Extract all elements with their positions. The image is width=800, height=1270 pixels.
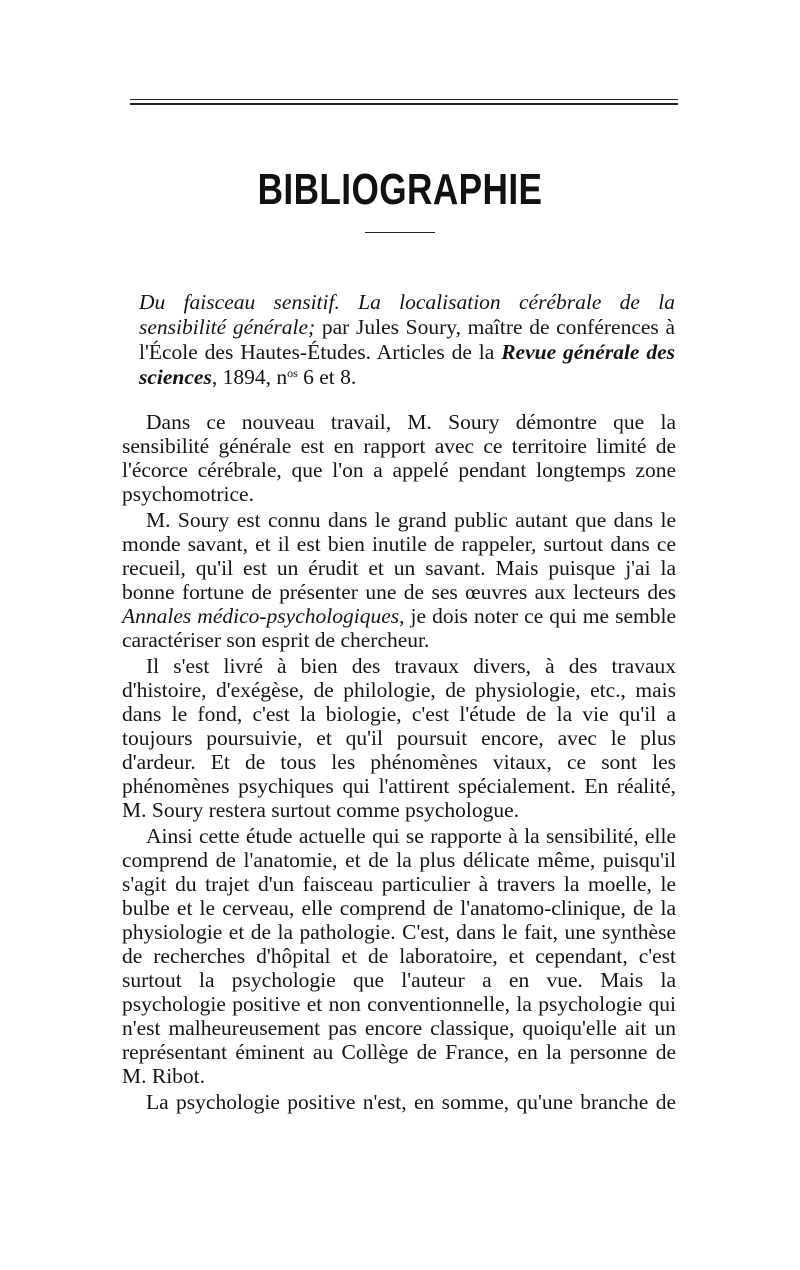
reference-nos: os xyxy=(287,366,298,380)
reference-year: , 1894, n xyxy=(211,365,288,389)
reference-issues: 6 et 8. xyxy=(297,365,357,389)
paragraph-2-text-b: , je dois noter ce qui me semble caractériser son esprit de chercheur. xyxy=(122,604,676,652)
header-rule-thick xyxy=(130,103,678,105)
reference-journal: Revue générale des sciences xyxy=(139,340,676,389)
paragraph-2 xyxy=(122,508,676,652)
paragraph-2-text-a: M. Soury est connu dans le grand public autant que dans le monde savant, et il est bien inutile de rappeler, surtout dans ce recueil, qu'il est un érudit et un savant. Mais puisque j'ai la bonne fortune de présenter une de ses œuvres aux lecteurs des xyxy=(122,508,676,604)
paragraph-5: La psychologie positive n'est, en somme, qu'une branche de xyxy=(146,1090,676,1114)
reference-title: Du faisceau sensitif. La localisation cérébrale de la sensibilité générale; xyxy=(139,290,675,339)
journal-title-annales: Annales médico-psychologiques xyxy=(122,604,400,628)
paragraph-1: Dans ce nouveau travail, M. Soury démontre que la sensibilité générale est en rapport avec ce territoire limité de l'écorce cérébrale, que l'on a appelé pendant longtemps zone psychomotrice. xyxy=(122,410,676,506)
section-title: BIBLIOGRAPHIE xyxy=(257,165,543,214)
paragraph-4: Ainsi cette étude actuelle qui se rapporte à la sensibilité, elle comprend de l'anatomie, et de la plus délicate même, puisqu'il s'agit du trajet d'un faisceau particulier à travers la moelle, le bulbe et le cerveau, elle comprend de l'anatomo-clinique, de la physiologie et de la pathologie. C'est, dans le fait, une synthèse de recherches d'hôpital et de laboratoire, et cependant, c'est surtout la psychologie que l'auteur a en vue. Mais la psychologie positive et non conventionnelle, la psychologie qui n'est malheureusement pas encore classique, quoiqu'elle ait un représentant éminent au Collège de France, en la personne de M. Ribot. xyxy=(122,824,676,1088)
header-double-rule xyxy=(130,99,678,105)
header-rule-thin xyxy=(130,99,678,100)
review-body xyxy=(122,410,676,1116)
reference-author: par Jules Soury, maître de conférences à l'École des Hautes-Études. Articles de la xyxy=(139,315,675,364)
title-underline-rule xyxy=(365,232,435,233)
paragraph-3: Il s'est livré à bien des travaux divers, à des travaux d'histoire, d'exégèse, de philologie, de physiologie, etc., mais dans le fond, c'est la biologie, c'est l'étude de la vie qu'il a toujours poursuivie, et qu'il poursuit encore, avec le plus d'ardeur. Et de tous les phénomènes vitaux, ce sont les phénomènes psychiques qui l'attirent spécialement. En réalité, M. Soury restera surtout comme psychologue. xyxy=(122,654,676,822)
bibliographic-reference xyxy=(139,290,675,390)
